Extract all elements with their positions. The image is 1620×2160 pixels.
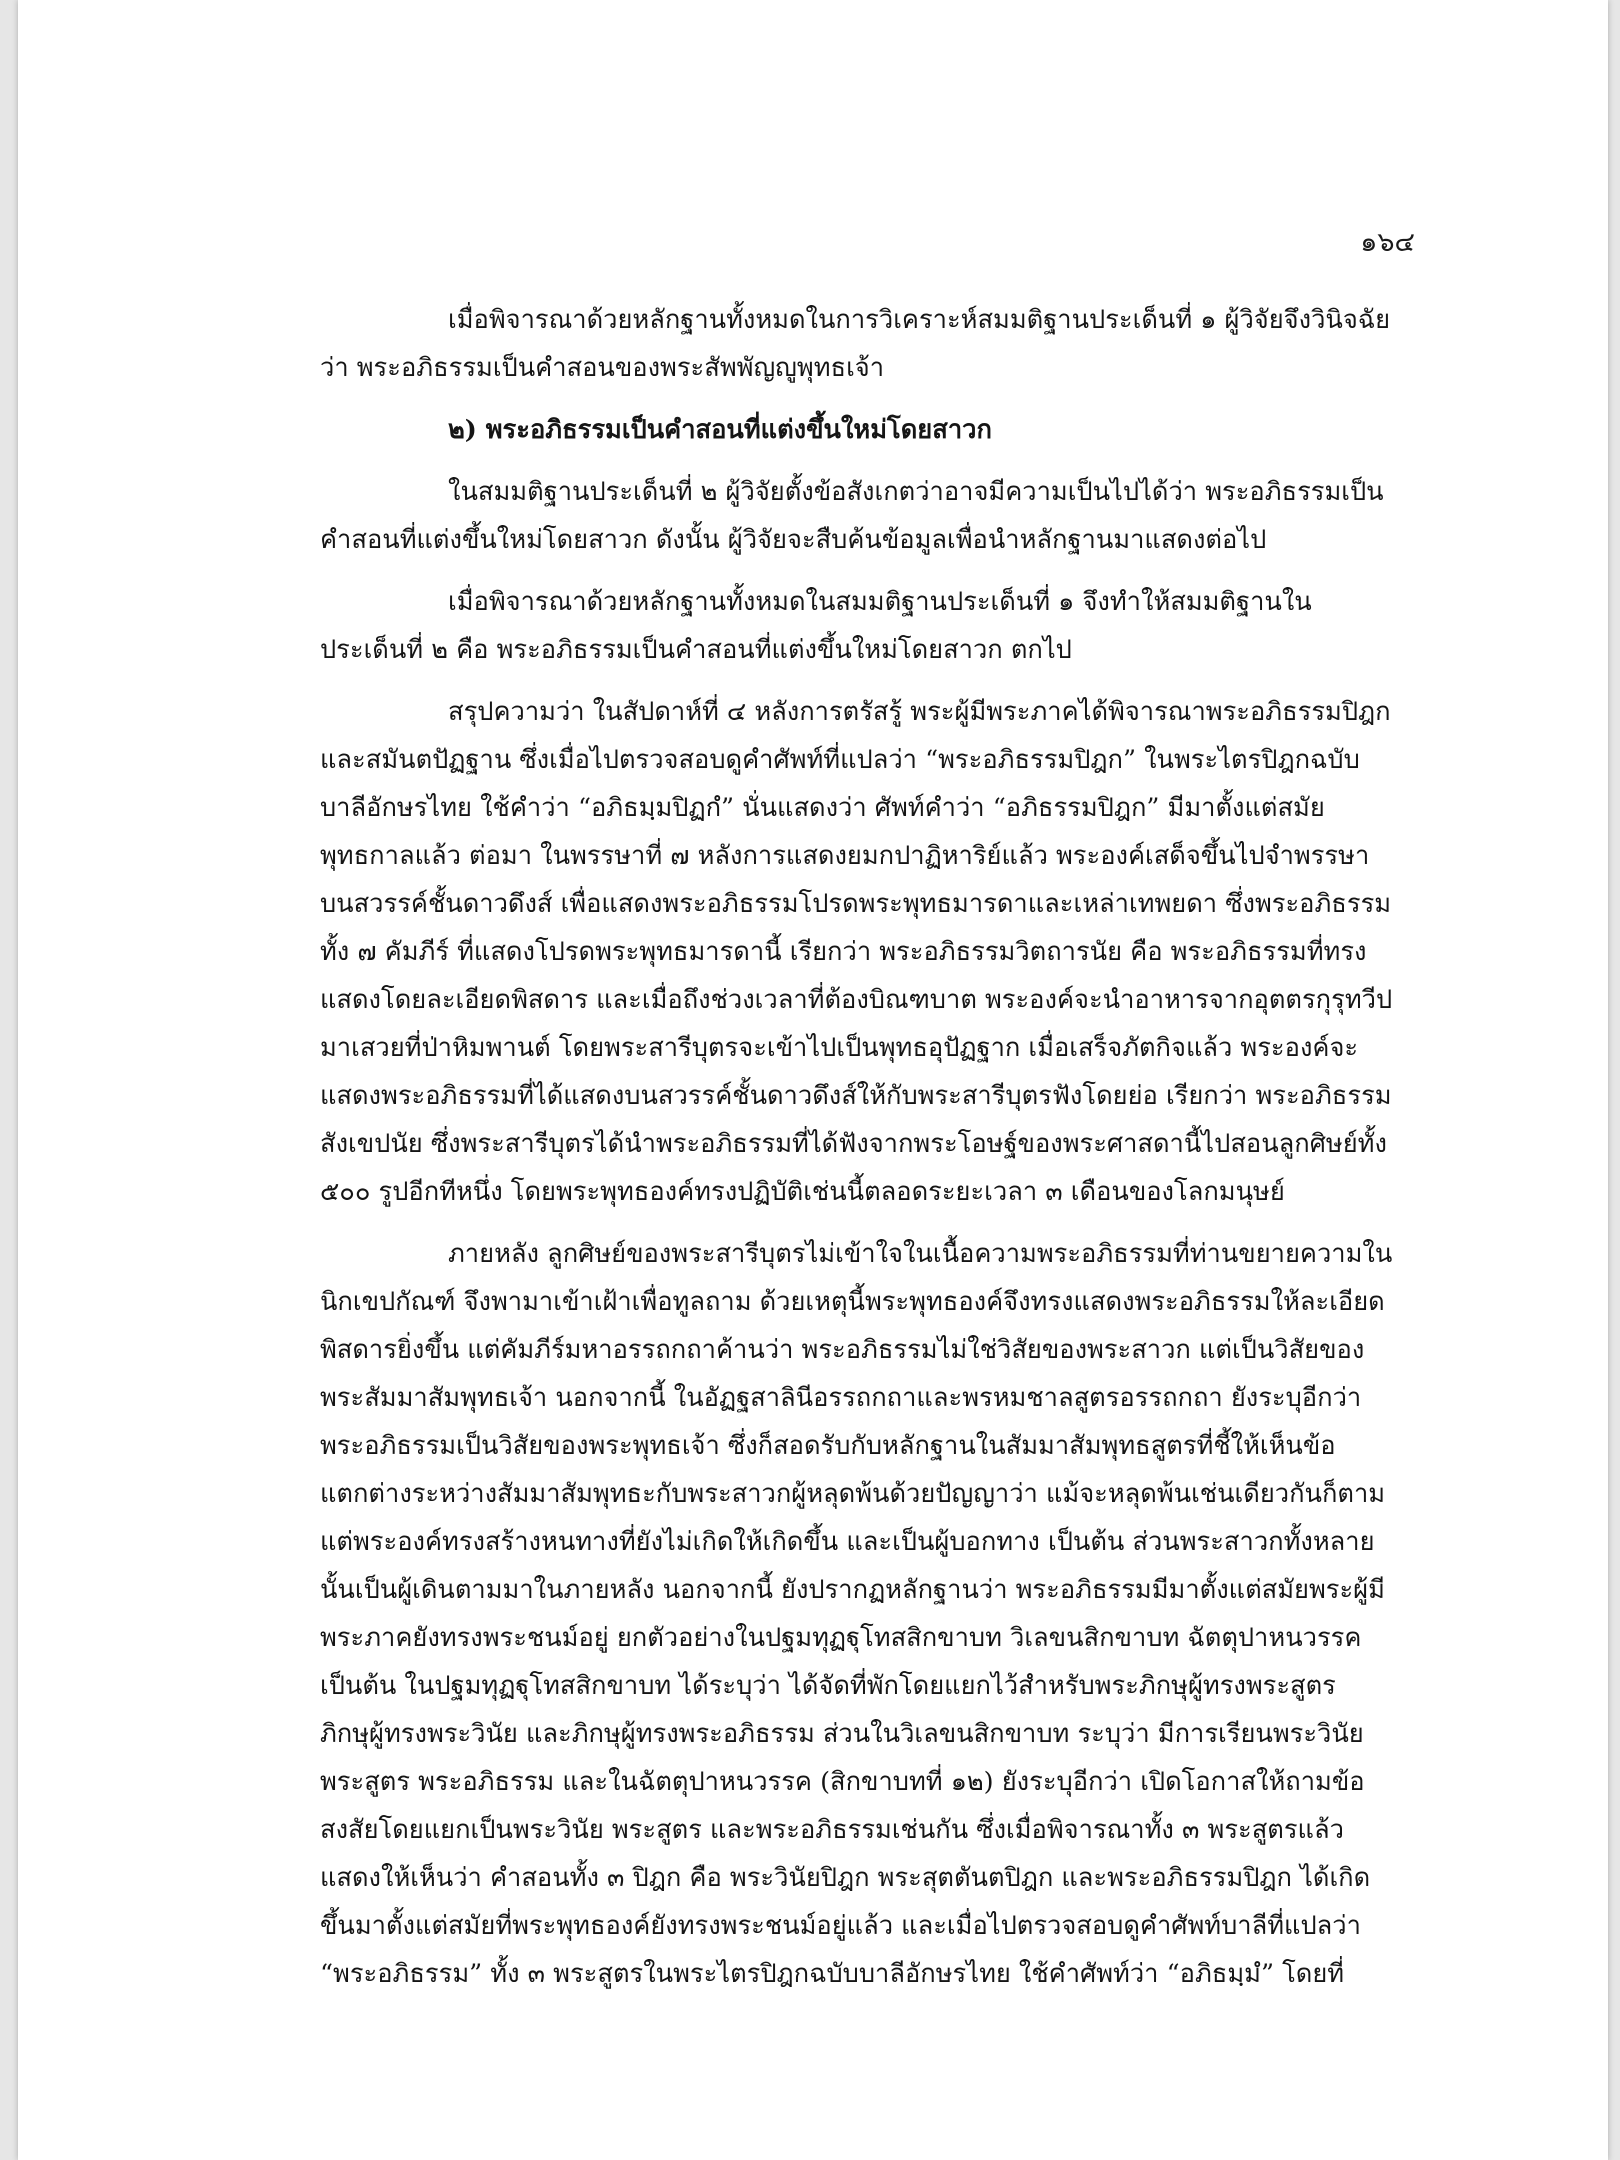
page-number: ๑๖๔ <box>1360 227 1415 258</box>
text-line: นั้นเป็นผู้เดินตามมาในภายหลัง นอกจากนี้ ยังปรากฏหลักฐานว่า พระอภิธรรมมีมาตั้งแต่สมัยพระผู้มี <box>320 1575 1385 1605</box>
paragraph <box>320 468 1436 564</box>
text-line: สรุปความว่า ในสัปดาห์ที่ ๔ หลังการตรัสรู้ พระผู้มีพระภาคได้พิจารณาพระอภิธรรมปิฎก <box>448 697 1391 727</box>
text-line: พุทธกาลแล้ว ต่อมา ในพรรษาที่ ๗ หลังการแสดงยมกปาฏิหาริย์แล้ว พระองค์เสด็จขึ้นไปจำพรรษา <box>320 841 1370 871</box>
text-line: ภิกษุผู้ทรงพระวินัย และภิกษุผู้ทรงพระอภิธรรม ส่วนในวิเลขนสิกขาบท ระบุว่า มีการเรียนพระวินัย <box>320 1719 1364 1749</box>
text-line: นิกเขปกัณฑ์ จึงพามาเข้าเฝ้าเพื่อทูลถาม ด้วยเหตุนี้พระพุทธองค์จึงทรงแสดงพระอภิธรรมให้ละเอียด <box>320 1287 1385 1317</box>
text-line: แสดงพระอภิธรรมที่ได้แสดงบนสวรรค์ชั้นดาวดึงส์ให้กับพระสารีบุตรฟังโดยย่อ เรียกว่า พระอภิธรรม <box>320 1081 1392 1111</box>
text-line: แสดงโดยละเอียดพิสดาร และเมื่อถึงช่วงเวลาที่ต้องบิณฑบาต พระองค์จะนำอาหารจากอุตตรกุรุทวีป <box>320 985 1393 1015</box>
text-line: แต่พระองค์ทรงสร้างหนทางที่ยังไม่เกิดให้เกิดขึ้น และเป็นผู้บอกทาง เป็นต้น ส่วนพระสาวกทั้งหลาย <box>320 1527 1375 1557</box>
paragraph <box>320 1230 1436 1998</box>
text-line: สงสัยโดยแยกเป็นพระวินัย พระสูตร และพระอภิธรรมเช่นกัน ซึ่งเมื่อพิจารณาทั้ง ๓ พระสูตรแล้ว <box>320 1815 1344 1845</box>
text-line: “พระอภิธรรม” ทั้ง ๓ พระสูตรในพระไตรปิฎกฉบับบาลีอักษรไทย ใช้คำศัพท์ว่า “อภิธมฺมํ” โดยที่ <box>320 1959 1345 1989</box>
heading-line: ๒) พระอภิธรรมเป็นคำสอนที่แต่งขึ้นใหม่โดยสาวก <box>448 415 992 445</box>
paragraph <box>320 578 1436 674</box>
text-line: พระสูตร พระอภิธรรม และในฉัตตุปาหนวรรค (สิกขาบทที่ ๑๒) ยังระบุอีกว่า เปิดโอกาสให้ถามข้อ <box>320 1767 1365 1797</box>
text-line: เมื่อพิจารณาด้วยหลักฐานทั้งหมดในสมมติฐานประเด็นที่ ๑ จึงทำให้สมมติฐานใน <box>448 587 1312 617</box>
text-line: และสมันตปัฏฐาน ซึ่งเมื่อไปตรวจสอบดูคำศัพท์ที่แปลว่า “พระอภิธรรมปิฎก” ในพระไตรปิฎกฉบับ <box>320 745 1360 775</box>
text-line: เมื่อพิจารณาด้วยหลักฐานทั้งหมดในการวิเคราะห์สมมติฐานประเด็นที่ ๑ ผู้วิจัยจึงวินิจฉัย <box>448 305 1391 335</box>
text-line: พระภาคยังทรงพระชนม์อยู่ ยกตัวอย่างในปฐมทุฏฐุโทสสิกขาบท วิเลขนสิกขาบท ฉัตตุปาหนวรรค <box>320 1623 1362 1653</box>
text-line: พระสัมมาสัมพุทธเจ้า นอกจากนี้ ในอัฏฐสาลินีอรรถกถาและพรหมชาลสูตรอรรถกถา ยังระบุอีกว่า <box>320 1383 1362 1413</box>
text-line: สังเขปนัย ซึ่งพระสารีบุตรได้นำพระอภิธรรมที่ได้ฟังจากพระโอษฐ์ของพระศาสดานี้ไปสอนลูกศิษย์ทั้ง <box>320 1129 1387 1159</box>
text-line: แสดงให้เห็นว่า คำสอนทั้ง ๓ ปิฎก คือ พระวินัยปิฎก พระสุตตันตปิฎก และพระอภิธรรมปิฎก ได้เกิด <box>320 1863 1371 1893</box>
text-line: พระอภิธรรมเป็นวิสัยของพระพุทธเจ้า ซึ่งก็สอดรับกับหลักฐานในสัมมาสัมพุทธสูตรที่ชี้ให้เห็นข้อ <box>320 1431 1336 1461</box>
text-line: แตกต่างระหว่างสัมมาสัมพุทธะกับพระสาวกผู้หลุดพ้นด้วยปัญญาว่า แม้จะหลุดพ้นเช่นเดียวกันก็ตาม <box>320 1479 1386 1509</box>
text-line: บาลีอักษรไทย ใช้คำว่า “อภิธมฺมปิฏกํ” นั่นแสดงว่า ศัพท์คำว่า “อภิธรรมปิฎก” มีมาตั้งแต่สมัย <box>320 793 1325 823</box>
paragraph <box>320 296 1436 392</box>
text-line: เป็นต้น ในปฐมทุฏฐุโทสสิกขาบท ได้ระบุว่า ได้จัดที่พักโดยแยกไว้สำหรับพระภิกษุผู้ทรงพระสูตร <box>320 1671 1336 1701</box>
paragraph-spacing <box>320 564 1436 578</box>
section-heading <box>320 406 1436 454</box>
text-line: ภายหลัง ลูกศิษย์ของพระสารีบุตรไม่เข้าใจในเนื้อความพระอภิธรรมที่ท่านขยายความใน <box>448 1239 1393 1269</box>
text-line: ในสมมติฐานประเด็นที่ ๒ ผู้วิจัยตั้งข้อสังเกตว่าอาจมีความเป็นไปได้ว่า พระอภิธรรมเป็น <box>448 477 1384 507</box>
text-line: ขึ้นมาตั้งแต่สมัยที่พระพุทธองค์ยังทรงพระชนม์อยู่แล้ว และเมื่อไปตรวจสอบดูคำศัพท์บาลีที่แปลว่า <box>320 1911 1361 1941</box>
text-line: พิสดารยิ่งขึ้น แต่คัมภีร์มหาอรรถกถาค้านว่า พระอภิธรรมไม่ใช่วิสัยของพระสาวก แต่เป็นวิสัยของ <box>320 1335 1365 1365</box>
paragraph-spacing <box>320 454 1436 468</box>
text-line: ทั้ง ๗ คัมภีร์ ที่แสดงโปรดพระพุทธมารดานี้ เรียกว่า พระอภิธรรมวิตถารนัย คือ พระอภิธรรมที่ทรง <box>320 937 1367 967</box>
text-line: มาเสวยที่ป่าหิมพานต์ โดยพระสารีบุตรจะเข้าไปเป็นพุทธอุปัฏฐาก เมื่อเสร็จภัตกิจแล้ว พระองค์จะ <box>320 1033 1359 1063</box>
text-line: ประเด็นที่ ๒ คือ พระอภิธรรมเป็นคำสอนที่แต่งขึ้นใหม่โดยสาวก ตกไป <box>320 635 1072 665</box>
text-line: บนสวรรค์ชั้นดาวดึงส์ เพื่อแสดงพระอภิธรรมโปรดพระพุทธมารดาและเหล่าเทพยดา ซึ่งพระอภิธรรม <box>320 889 1392 919</box>
paragraph-spacing <box>320 1216 1436 1230</box>
document-page <box>18 0 1608 2160</box>
text-line: คำสอนที่แต่งขึ้นใหม่โดยสาวก ดังนั้น ผู้วิจัยจะสืบค้นข้อมูลเพื่อนำหลักฐานมาแสดงต่อไป <box>320 525 1267 555</box>
text-line: ๕๐๐ รูปอีกทีหนึ่ง โดยพระพุทธองค์ทรงปฏิบัติเช่นนี้ตลอดระยะเวลา ๓ เดือนของโลกมนุษย์ <box>320 1177 1285 1207</box>
paragraph <box>320 688 1436 1216</box>
paragraph-spacing <box>320 674 1436 688</box>
paragraph-spacing <box>320 392 1436 406</box>
page-body <box>320 296 1436 1998</box>
text-line: ว่า พระอภิธรรมเป็นคำสอนของพระสัพพัญญูพุทธเจ้า <box>320 353 885 383</box>
